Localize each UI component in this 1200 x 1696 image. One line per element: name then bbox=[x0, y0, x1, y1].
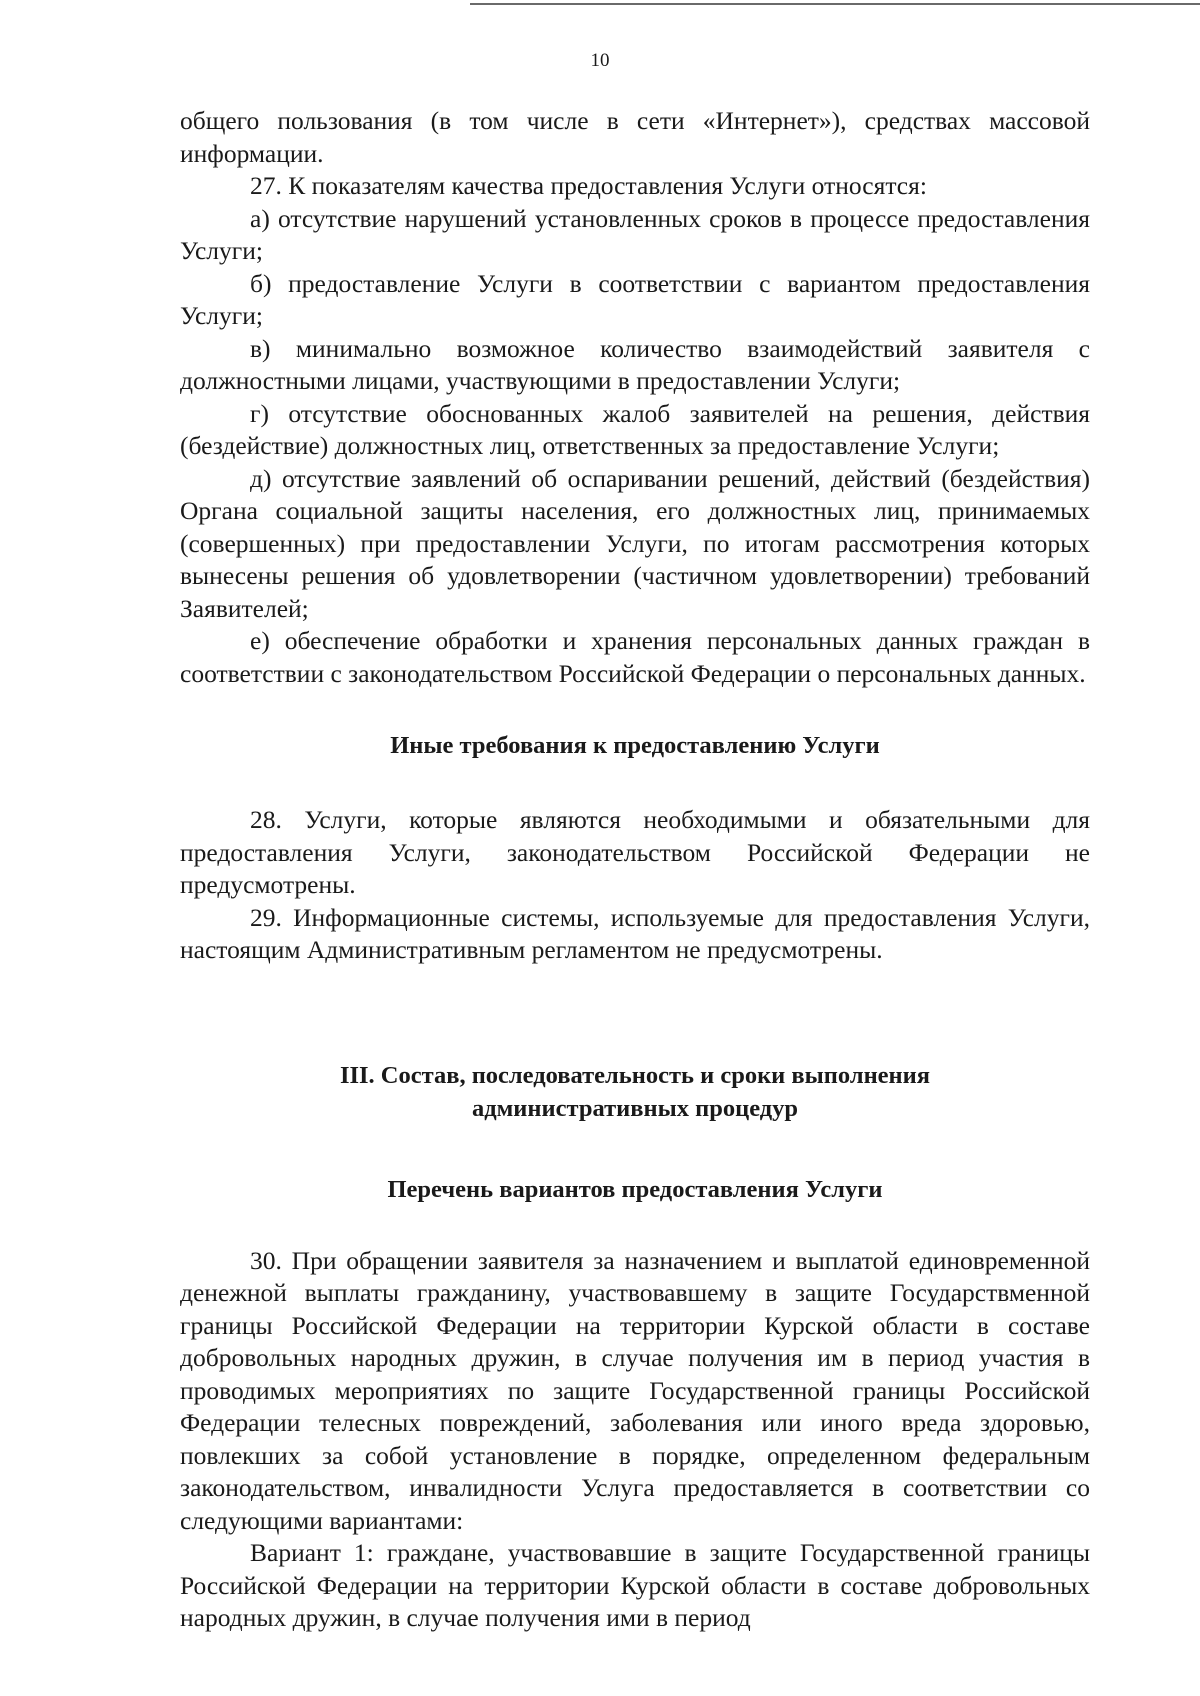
heading-other-requirements: Иные требования к предоставлению Услуги bbox=[390, 732, 880, 759]
section-heading-line1: III. Состав, последовательность и сроки выполнения bbox=[339, 1061, 931, 1089]
paragraph-30: 30. При обращении заявителя за назначением и выплатой единовременной денежной выплаты гражданину, участвовавшему в защите Государствменной границы Российской Федерации на территории Курской области в составе добровольных народных дружин, в случае получения им в период участия в проводимых мероприятиях по защите Государственной границы Российской Федерации телесных повреждений, заболевания или иного вреда здоровью, повлекших за собой установление в порядке, определенном федеральным законодательством, инвалидности Услуга предоставляется в соответствии со следующими вариантами: bbox=[180, 1245, 1090, 1535]
section-heading-line2: административных процедур bbox=[471, 1094, 799, 1122]
document-body bbox=[180, 105, 1090, 1635]
list-item-v: в) минимально возможное количество взаимодействий заявителя с должностными лицами, участвующими в предоставлении Услуги; bbox=[180, 333, 1090, 395]
list-item-g: г) отсутствие обоснованных жалоб заявителей на решения, действия (бездействие) должностных лиц, ответственных за предоставление Услуги; bbox=[180, 398, 1090, 460]
heading-variants-list: Перечень вариантов предоставления Услуги bbox=[387, 1175, 883, 1203]
paragraph-28: 28. Услуги, которые являются необходимыми и обязательными для предоставления Услуги, законодательством Российской Федерации не предусмотрены. bbox=[180, 805, 1090, 899]
variant-1-paragraph: Вариант 1: граждане, участвовавшие в защите Государственной границы Российской Федерации на территории Курской области в составе добровольных народных дружин, в случае получения ими в период bbox=[180, 1538, 1090, 1632]
list-item-e: е) обеспечение обработки и хранения персональных данных граждан в соответствии с законодательством Российской Федерации о персональных данных. bbox=[180, 626, 1090, 688]
page-number: 10 bbox=[590, 50, 610, 71]
paragraph-continuation: общего пользования (в том числе в сети «Интернет»), средствах массовой информации. bbox=[180, 106, 1090, 168]
paragraph-29: 29. Информационные системы, используемые для предоставления Услуги, настоящим Административным регламентом не предусмотрены. bbox=[180, 902, 1090, 964]
list-item-d: д) отсутствие заявлений об оспаривании решений, действий (бездействия) Органа социальной защиты населения, его должностных лиц, принимаемых (совершенных) при предоставлении Услуги, по итогам рассмотрения которых вынесены решения об удовлетворении (частичном удовлетворении) требований Заявителей; bbox=[180, 463, 1090, 623]
section-heading bbox=[180, 1059, 1090, 1125]
top-edge-line bbox=[470, 3, 1200, 5]
list-item-a: а) отсутствие нарушений установленных сроков в процессе предоставления Услуги; bbox=[180, 203, 1090, 265]
paragraph-27: 27. К показателям качества предоставления Услуги относятся: bbox=[250, 171, 927, 200]
list-item-b: б) предоставление Услуги в соответствии с вариантом предоставления Услуги; bbox=[180, 268, 1090, 330]
